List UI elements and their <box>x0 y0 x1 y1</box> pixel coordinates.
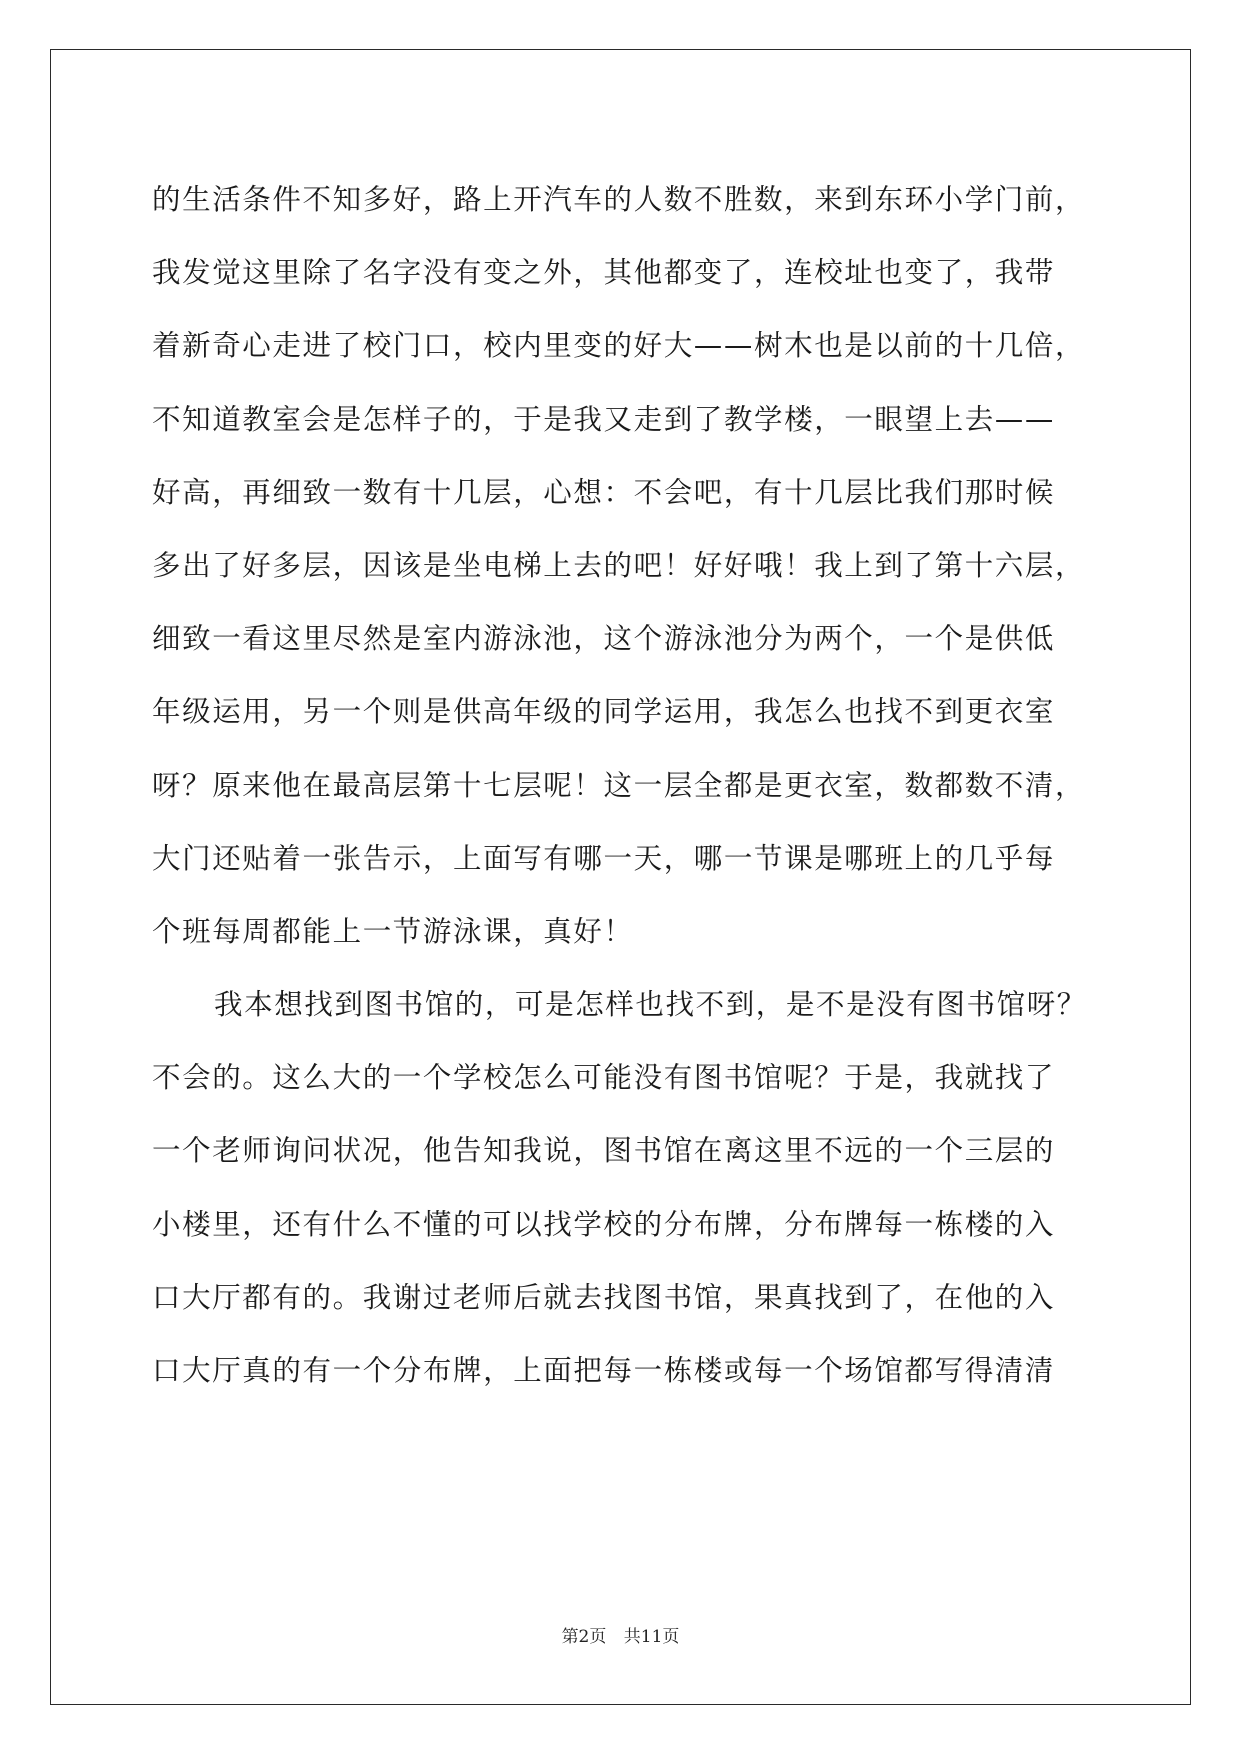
text-line: 多出了好多层，因该是坐电梯上去的吧！好好哦！我上到了第十六层， <box>152 548 1086 582</box>
text-line: 我发觉这里除了名字没有变之外，其他都变了，连校址也变了，我带 <box>152 256 1056 290</box>
text-line: 的生活条件不知多好，路上开汽车的人数不胜数，来到东环小学门前， <box>152 183 1086 216</box>
page-number: 第2页 <box>561 1627 607 1647</box>
text-line: 口大厅真的有一个分布牌，上面把每一栋楼或每一个场馆都写得清清 <box>152 1354 1056 1387</box>
text-line: 细致一看这里尽然是室内游泳池，这个游泳池分为两个，一个是供低 <box>152 622 1056 656</box>
text-line: 不会的。这么大的一个学校怎么可能没有图书馆呢？于是，我就找了 <box>152 1061 1056 1095</box>
text-line: 小楼里，还有什么不懂的可以找学校的分布牌，分布牌每一栋楼的入 <box>152 1207 1056 1241</box>
text-line: 个班每周都能上一节游泳课，真好！ <box>152 914 634 948</box>
text-line: 一个老师询问状况，他告知我说，图书馆在离这里不远的一个三层的 <box>152 1134 1056 1168</box>
page-total: 共11页 <box>623 1627 680 1647</box>
text-line: 着新奇心走进了校门口，校内里变的好大——树木也是以前的十几倍， <box>152 329 1086 363</box>
text-line: 好高，再细致一数有十几层，心想：不会吧，有十几层比我们那时候 <box>152 475 1056 509</box>
body-text <box>152 163 1092 1407</box>
text-line: 年级运用，另一个则是供高年级的同学运用，我怎么也找不到更衣室 <box>152 695 1056 729</box>
text-line: 大门还贴着一张告示，上面写有哪一天，哪一节课是哪班上的几乎每 <box>152 841 1056 875</box>
text-line: 口大厅都有的。我谢过老师后就去找图书馆，果真找到了，在他的入 <box>152 1280 1056 1314</box>
text-line: 呀？原来他在最高层第十七层呢！这一层全都是更衣室，数都数不清， <box>152 768 1086 802</box>
paragraph-start-line: 我本想找到图书馆的，可是怎样也找不到，是不是没有图书馆呀？ <box>214 988 1087 1022</box>
text-line: 不知道教室会是怎样子的，于是我又走到了教学楼，一眼望上去—— <box>152 402 1056 436</box>
page-footer <box>0 1622 1241 1647</box>
